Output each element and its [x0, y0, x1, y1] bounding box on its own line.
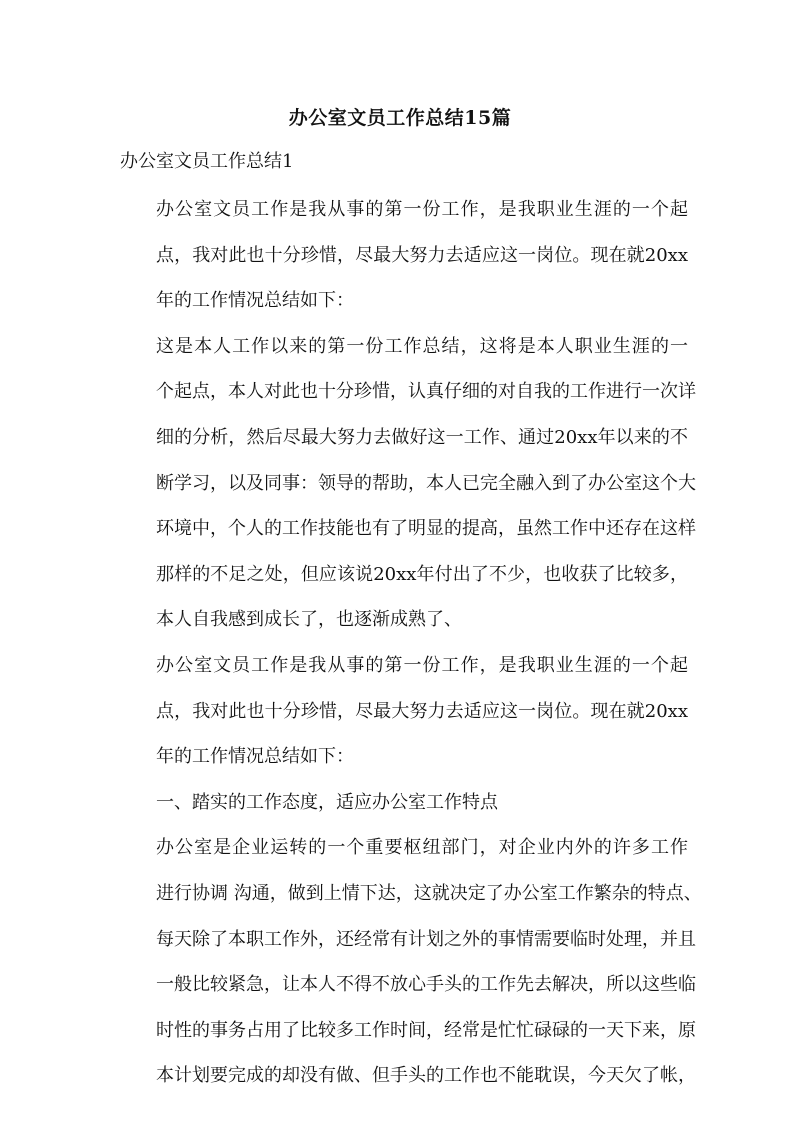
text-line: 本人自我感到成长了，也逐渐成熟了、	[156, 609, 462, 631]
text-line: 时性的事务占用了比较多工作时间，经常是忙忙碌碌的一天下来，原	[156, 1019, 696, 1041]
text-line: 本计划要完成的却没有做、但手头的工作也不能耽误，今天欠了帐，	[156, 1065, 696, 1087]
text-line: 每天除了本职工作外，还经常有计划之外的事情需要临时处理，并且	[156, 928, 696, 950]
text-line: 办公室文员工作是我从事的第一份工作，是我职业生涯的一个起	[156, 654, 688, 676]
document-body	[120, 187, 702, 1099]
text-line: 点，我对此也十分珍惜，尽最大努力去适应这一岗位。现在就20xx	[156, 244, 688, 266]
text-line: 点，我对此也十分珍惜，尽最大努力去适应这一岗位。现在就20xx	[156, 700, 688, 722]
body-paragraph	[120, 825, 702, 1099]
body-paragraph	[120, 187, 688, 324]
body-paragraph	[120, 643, 688, 780]
text-line: 办公室是企业运转的一个重要枢纽部门，对企业内外的许多工作	[156, 837, 688, 859]
document-title: 办公室文员工作总结15篇	[288, 107, 512, 129]
text-line: 断学习，以及同事：领导的帮助，本人已完全融入到了办公室这个大	[156, 472, 696, 494]
text-line: 进行协调 沟通，做到上情下达，这就决定了办公室工作繁杂的特点、	[156, 882, 702, 904]
body-paragraph	[120, 324, 696, 643]
text-line: 这是本人工作以来的第一份工作总结，这将是本人职业生涯的一	[156, 335, 688, 357]
text-line: 个起点，本人对此也十分珍惜，认真仔细的对自我的工作进行一次详	[156, 381, 696, 403]
text-line: 一般比较紧急，让本人不得不放心手头的工作先去解决，所以这些临	[156, 974, 696, 996]
text-line: 细的分析，然后尽最大努力去做好这一工作、通过20xx年以来的不	[156, 426, 688, 448]
text-line: 办公室文员工作是我从事的第一份工作，是我职业生涯的一个起	[156, 199, 688, 220]
section-title: 办公室文员工作总结1	[120, 151, 294, 172]
text-line: 一、踏实的工作态度，适应办公室工作特点	[156, 791, 498, 813]
text-line: 那样的不足之处，但应该说20xx年付出了不少，也收获了比较多，	[156, 563, 688, 585]
section-heading	[120, 780, 688, 826]
text-line: 环境中，个人的工作技能也有了明显的提高，虽然工作中还存在这样	[156, 518, 696, 540]
text-line: 年的工作情况总结如下：	[156, 290, 354, 312]
text-line: 年的工作情况总结如下：	[156, 746, 354, 768]
